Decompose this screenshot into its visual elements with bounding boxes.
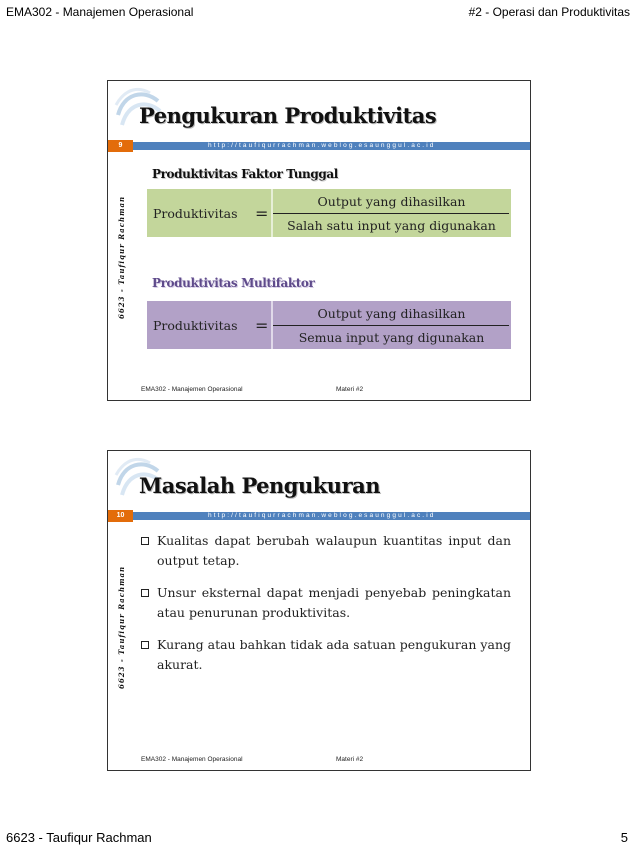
list-item [141,583,511,623]
slide-footer-materi: Materi #2 [336,386,364,393]
formula-denominator: Semua input yang digunakan [298,330,485,345]
formula-single-factor [147,189,511,237]
slide-number: 9 [108,140,133,152]
formula-numerator: Output yang dihasilkan [317,306,466,321]
section-title-multifactor: Produktivitas Multifaktor [152,276,315,290]
side-author-text: 6623 - Taufiqur Rachman [117,565,126,689]
list-item-text: Kurang atau bahkan tidak ada satuan pengukuran yang akurat. [157,637,511,672]
list-item [141,635,511,675]
slide-9 [107,80,531,401]
formula-lhs: Produktivitas [153,206,238,221]
formula-equals: = [255,316,269,335]
formula-denominator: Salah satu input yang digunakan [287,218,496,233]
slide-footer-course: EMA302 - Manajemen Operasional [141,386,243,393]
formula-equals: = [255,204,269,223]
checkbox-bullet-icon [141,641,149,649]
formula-numerator: Output yang dihasilkan [317,194,466,209]
list-item [141,531,511,571]
page-header-right: #2 - Operasi dan Produktivitas [468,5,630,19]
section-title-single-factor: Produktivitas Faktor Tunggal [152,167,338,181]
slide-title: Masalah Pengukuran [139,473,381,498]
page-number: 5 [620,830,628,845]
slide-10 [107,450,531,771]
fraction-line [273,325,509,326]
list-item-text: Kualitas dapat berubah walaupun kuantitas input dan output tetap. [157,533,511,568]
url-link[interactable]: http://taufiqurrachman.weblog.esaunggul.ac.id [208,512,436,519]
checkbox-bullet-icon [141,589,149,597]
slide-number: 10 [108,510,133,522]
formula-multifactor [147,301,511,349]
list-item-text: Unsur eksternal dapat menjadi penyebab peningkatan atau penurunan produktivitas. [157,585,511,620]
formula-lhs: Produktivitas [153,318,238,333]
page-footer-left: 6623 - Taufiqur Rachman [6,830,152,845]
slide-footer-materi: Materi #2 [336,756,364,763]
checkbox-bullet-icon [141,537,149,545]
slide-title: Pengukuran Produktivitas [139,103,437,128]
side-author-text: 6623 - Taufiqur Rachman [117,195,126,319]
fraction-line [273,213,509,214]
url-link[interactable]: http://taufiqurrachman.weblog.esaunggul.ac.id [208,142,436,149]
page-header-left: EMA302 - Manajemen Operasional [6,5,194,19]
bullet-list [141,531,511,687]
slide-footer-course: EMA302 - Manajemen Operasional [141,756,243,763]
